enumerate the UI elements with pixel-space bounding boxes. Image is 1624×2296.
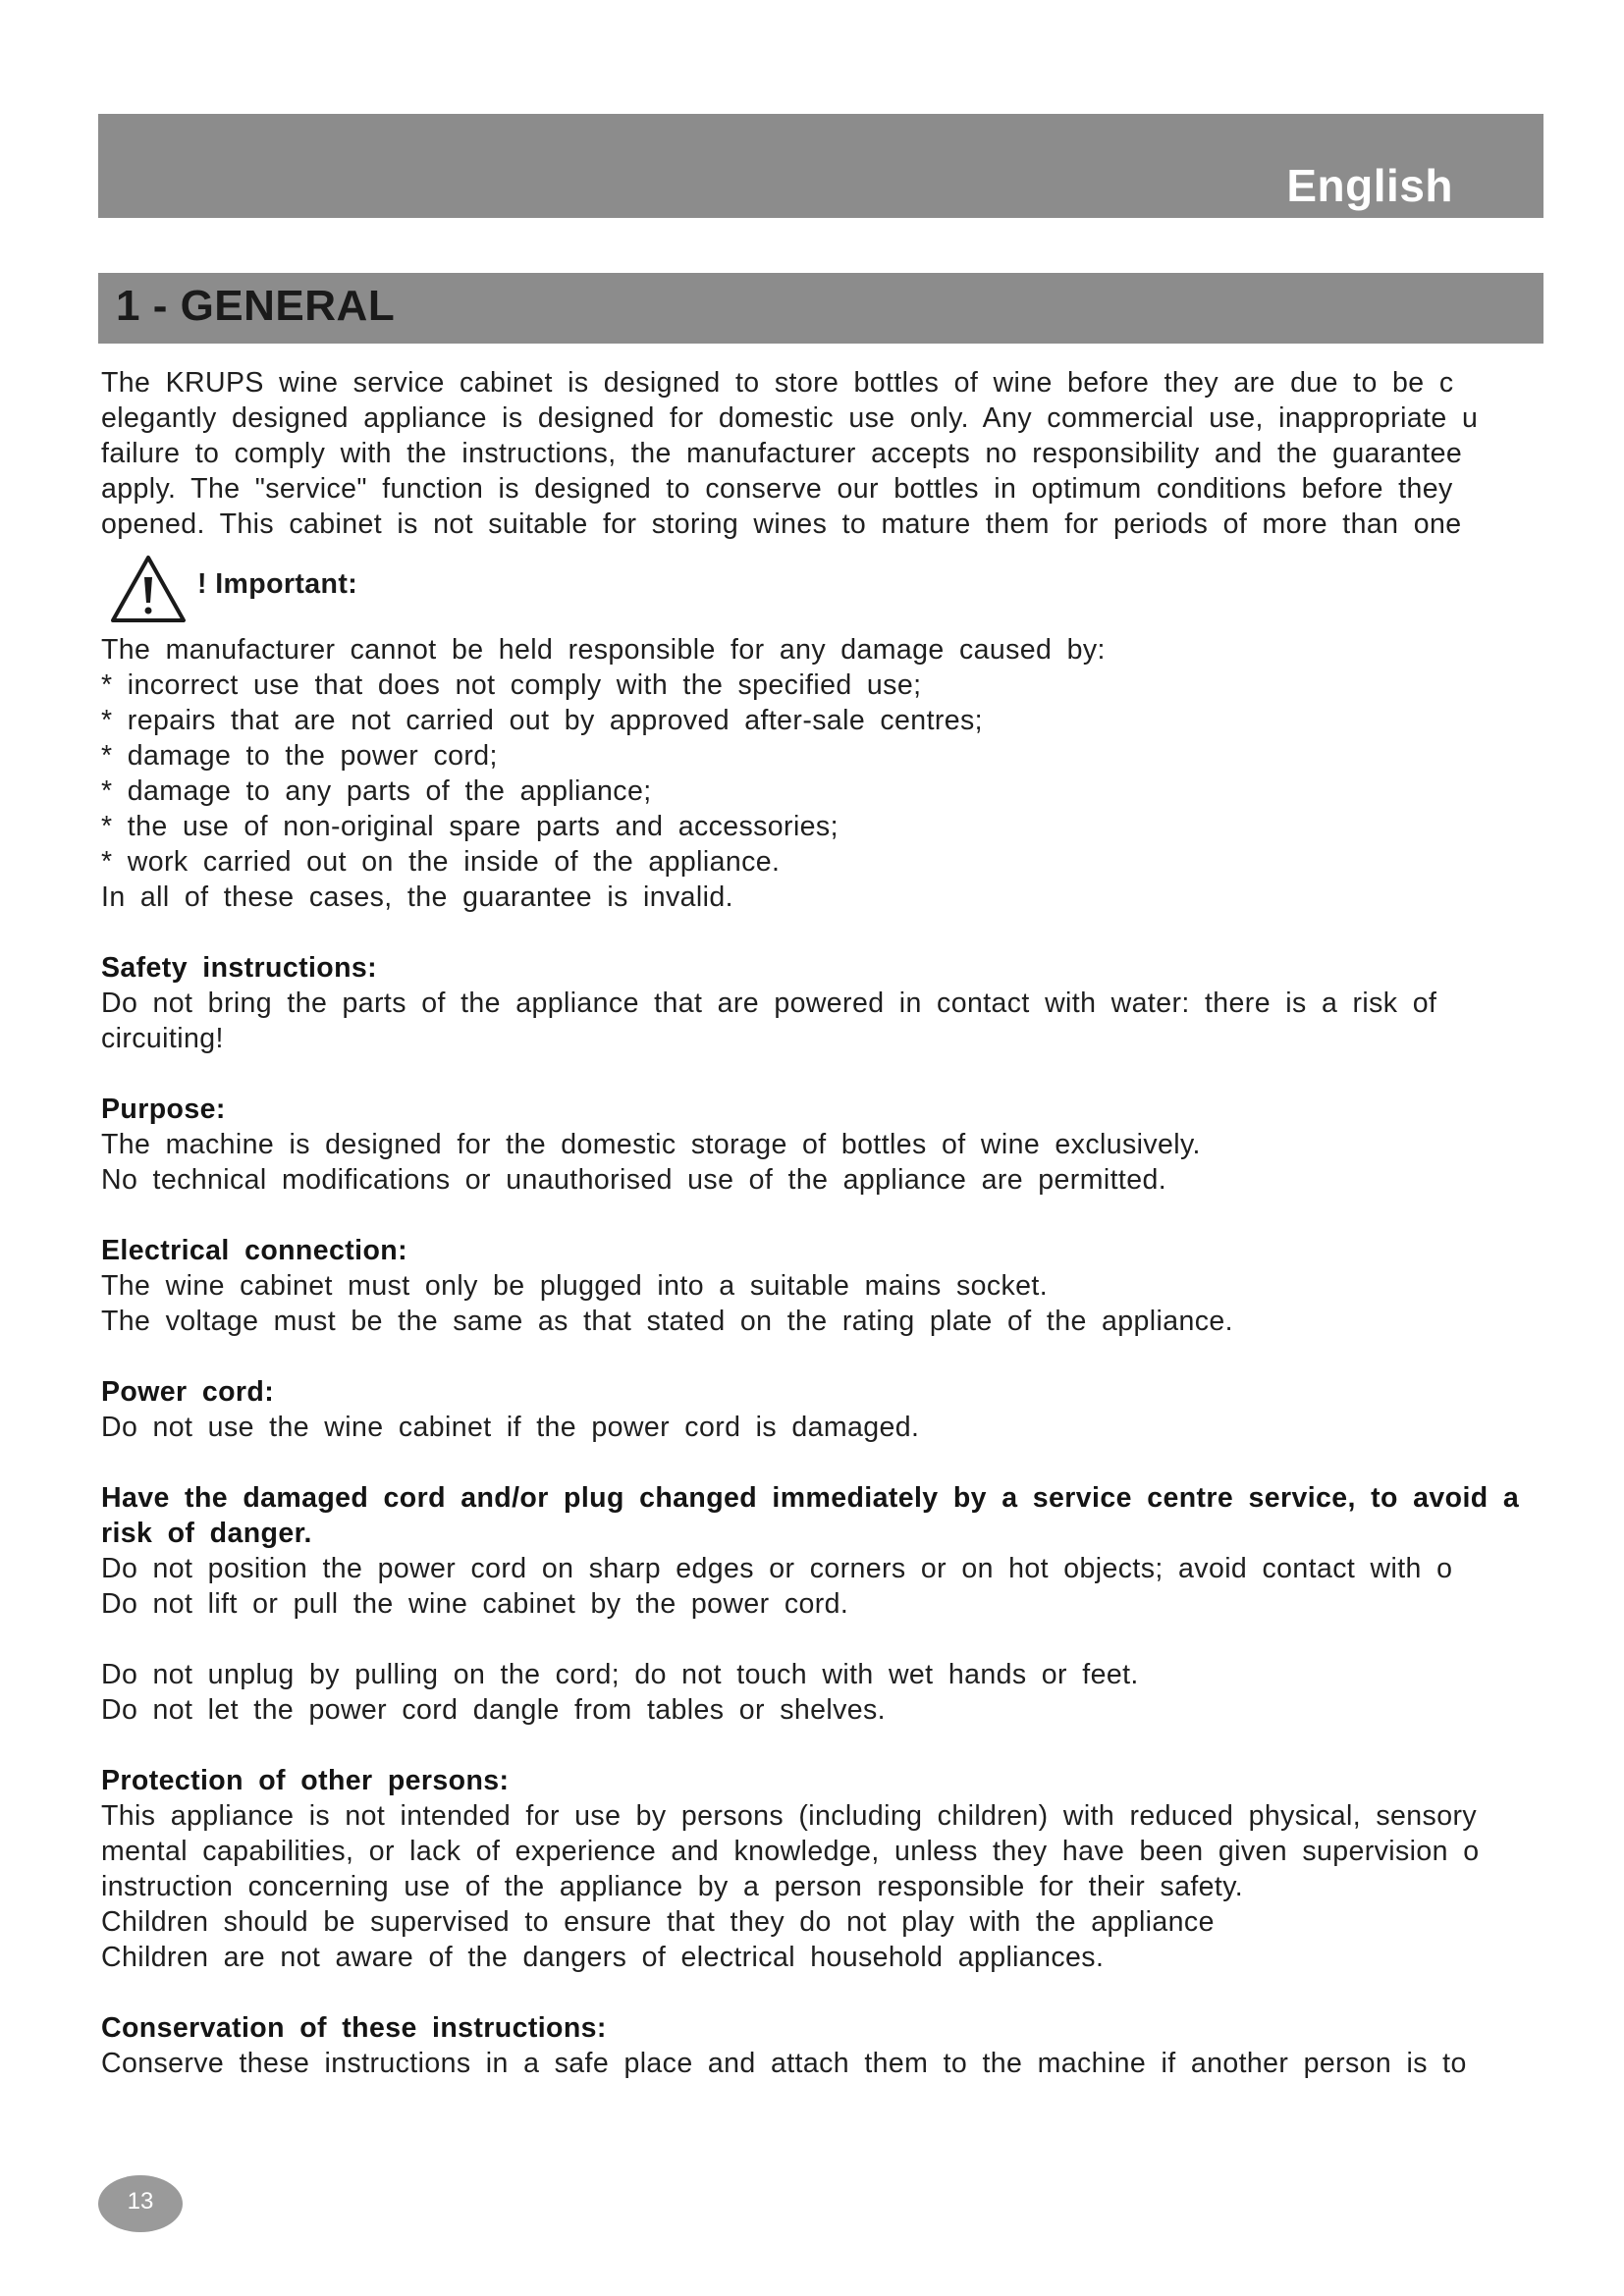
- warning-text: risk of danger.: [101, 1518, 312, 1549]
- text-line: Do not lift or pull the wine cabinet by the power cord.: [101, 1588, 849, 1620]
- intro-paragraph: [101, 365, 1589, 542]
- text-line: Do not unplug by pulling on the cord; do not touch with wet hands or feet.: [101, 1659, 1139, 1690]
- list-item: * incorrect use that does not comply with the specified use;: [101, 669, 922, 701]
- spacer: [101, 1728, 1589, 1763]
- list-item: * work carried out on the inside of the appliance.: [101, 846, 781, 878]
- text-line: mental capabilities, or lack of experience and knowledge, unless they have been given supervision o: [101, 1836, 1480, 1867]
- text-line: instruction concerning use of the appliance by a person responsible for their safety.: [101, 1871, 1244, 1902]
- warning-text: Have the damaged cord and/or plug changed immediately by a service centre service, to avoid a: [101, 1482, 1520, 1514]
- section-heading: Conservation of these instructions:: [101, 2012, 607, 2044]
- page-number: 13: [98, 2175, 183, 2232]
- section-heading: Protection of other persons:: [101, 1765, 510, 1796]
- text-line: Do not bring the parts of the appliance that are powered in contact with water: there is a risk of: [101, 988, 1437, 1019]
- text-line: Do not position the power cord on sharp edges or corners or on hot objects; avoid contact with o: [101, 1553, 1453, 1584]
- text-line: Do not use the wine cabinet if the power cord is damaged.: [101, 1412, 920, 1443]
- section-heading: Electrical connection:: [101, 1235, 407, 1266]
- spacer: [101, 1198, 1589, 1233]
- text-line: circuiting!: [101, 1023, 224, 1054]
- spacer: [101, 1975, 1589, 2010]
- section-header-bar: [98, 273, 1543, 344]
- text-line: In all of these cases, the guarantee is invalid.: [101, 881, 733, 913]
- language-label: English: [1286, 160, 1453, 211]
- text-line: The machine is designed for the domestic storage of bottles of wine exclusively.: [101, 1129, 1201, 1160]
- text-line: elegantly designed appliance is designed for domestic use only. Any commercial use, inappropriate u: [101, 402, 1479, 434]
- power-cord-section: [101, 1374, 1589, 1445]
- spacer: [101, 1445, 1589, 1480]
- warning-triangle-icon: [109, 554, 188, 624]
- liability-list: [101, 632, 1589, 915]
- list-item: * repairs that are not carried out by approved after-sale centres;: [101, 705, 983, 736]
- text-line: Do not let the power cord dangle from tables or shelves.: [101, 1694, 886, 1726]
- safety-section: [101, 950, 1589, 1056]
- text-line: opened. This cabinet is not suitable for storing wines to mature them for periods of more than one: [101, 508, 1462, 540]
- language-header-bar: [98, 114, 1543, 218]
- text-line: The wine cabinet must only be plugged into a suitable mains socket.: [101, 1270, 1049, 1302]
- purpose-section: [101, 1092, 1589, 1198]
- spacer: [101, 1339, 1589, 1374]
- text-line: apply. The "service" function is designed to conserve our bottles in optimum conditions before they: [101, 473, 1453, 505]
- list-item: * the use of non-original spare parts and accessories;: [101, 811, 839, 842]
- section-heading: Purpose:: [101, 1094, 226, 1125]
- section-heading: Safety instructions:: [101, 952, 378, 984]
- electrical-section: [101, 1233, 1589, 1339]
- text-line: The manufacturer cannot be held responsible for any damage caused by:: [101, 634, 1106, 666]
- text-line: The voltage must be the same as that stated on the rating plate of the appliance.: [101, 1306, 1233, 1337]
- spacer: [101, 915, 1589, 950]
- section-title: 1 - GENERAL: [116, 282, 396, 330]
- text-line: This appliance is not intended for use by persons (including children) with reduced physical, sensory: [101, 1800, 1477, 1832]
- document-body: [101, 365, 1589, 2132]
- conservation-section: [101, 2010, 1589, 2081]
- text-line: Children are not aware of the dangers of electrical household appliances.: [101, 1942, 1105, 1973]
- protection-section: [101, 1763, 1589, 1975]
- damaged-cord-section: [101, 1480, 1589, 1728]
- text-line: The KRUPS wine service cabinet is designed to store bottles of wine before they are due to be c: [101, 367, 1454, 399]
- text-line: Conserve these instructions in a safe place and attach them to the machine if another person is to: [101, 2048, 1467, 2079]
- list-item: * damage to the power cord;: [101, 740, 498, 772]
- text-line: No technical modifications or unauthorised use of the appliance are permitted.: [101, 1164, 1167, 1196]
- spacer: [101, 1622, 1589, 1657]
- list-item: * damage to any parts of the appliance;: [101, 775, 652, 807]
- important-label: ! Important:: [197, 567, 358, 600]
- spacer: [101, 1056, 1589, 1092]
- important-notice: [101, 548, 1589, 630]
- text-line: failure to comply with the instructions, the manufacturer accepts no responsibility and the guarantee: [101, 438, 1463, 469]
- section-heading: Power cord:: [101, 1376, 275, 1408]
- text-line: Children should be supervised to ensure that they do not play with the appliance: [101, 1906, 1215, 1938]
